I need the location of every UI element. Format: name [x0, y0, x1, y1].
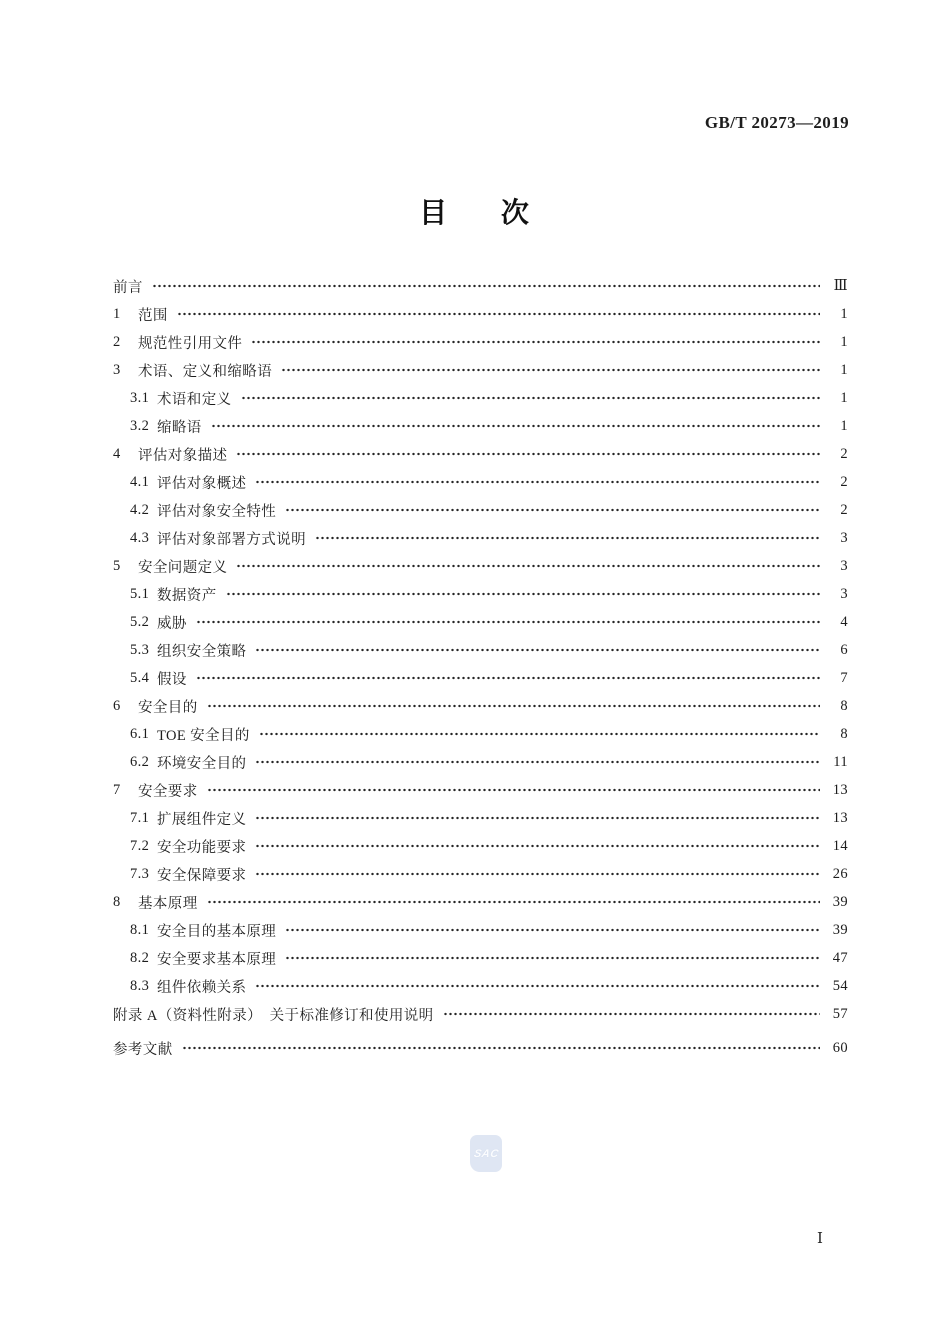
toc-entry-number: 3: [113, 361, 121, 378]
toc-entry: [113, 636, 848, 664]
toc-entry-label: TOE 安全目的: [157, 727, 250, 744]
toc-entry: [113, 440, 848, 468]
toc-entry: [113, 608, 848, 636]
toc-entry-number: 6.1: [130, 725, 150, 742]
toc-entry-page: 4: [840, 613, 848, 630]
toc-entry-label: 术语、定义和缩略语: [138, 363, 273, 380]
toc-entry-label: 安全问题定义: [138, 559, 228, 576]
toc-entry-label: 安全要求基本原理: [157, 951, 277, 968]
toc-entry-label: 评估对象安全特性: [157, 503, 277, 520]
toc-entry-label: 规范性引用文件: [138, 335, 243, 352]
dotted-leader: [443, 1011, 820, 1017]
dotted-leader: [236, 451, 820, 457]
toc-entry-page: 13: [832, 809, 848, 826]
toc-entry-number: 7: [113, 781, 121, 798]
toc-entry-page: 1: [840, 389, 848, 406]
toc-entry: [113, 748, 848, 776]
toc-entry-label: 环境安全目的: [157, 755, 247, 772]
dotted-leader: [255, 647, 820, 653]
dotted-leader: [196, 675, 820, 681]
toc-entry-number: 4: [113, 445, 121, 462]
toc-entry-number: 8.2: [130, 949, 150, 966]
dotted-leader: [152, 283, 820, 289]
toc-entry: [113, 356, 848, 384]
dotted-leader: [182, 1045, 820, 1051]
toc-entry-number: 5: [113, 557, 121, 574]
toc-entry: [113, 664, 848, 692]
toc-entry-page: 1: [840, 305, 848, 322]
toc-entry-number: 8.3: [130, 977, 150, 994]
toc-entry-label: 基本原理: [138, 895, 198, 912]
toc-entry: [113, 1000, 848, 1028]
dotted-leader: [315, 535, 820, 541]
dotted-leader: [177, 311, 820, 317]
toc-entry-page: 1: [840, 417, 848, 434]
toc-entry-number: 6.2: [130, 753, 150, 770]
dotted-leader: [226, 591, 820, 597]
toc-entry-label: 安全目的: [138, 699, 198, 716]
toc-entry-label: 参考文献: [113, 1041, 173, 1058]
toc-entry-page: 47: [832, 949, 848, 966]
dotted-leader: [211, 423, 820, 429]
sac-watermark-text: SAC: [472, 1147, 500, 1160]
dotted-leader: [285, 955, 820, 961]
toc-entry-page: 2: [840, 501, 848, 518]
toc-entry: [113, 804, 848, 832]
toc-entry-number: 4.2: [130, 501, 150, 518]
toc-entry: [113, 916, 848, 944]
toc-entry: [113, 384, 848, 412]
toc-entry-page: 39: [832, 921, 848, 938]
toc-entry-number: 4.1: [130, 473, 150, 490]
toc-entry-number: 3.2: [130, 417, 150, 434]
toc-entry-number: 8: [113, 893, 121, 910]
toc-entry-page: 2: [840, 445, 848, 462]
dotted-leader: [255, 479, 820, 485]
toc-entry-number: 3.1: [130, 389, 150, 406]
dotted-leader: [285, 507, 820, 513]
toc-entry: [113, 888, 848, 916]
standard-code: GB/T 20273—2019: [704, 113, 849, 132]
toc-entry-label: 安全要求: [138, 783, 198, 800]
toc-entry-label: 前言: [113, 279, 143, 296]
dotted-leader: [255, 871, 820, 877]
toc-entry-label: 数据资产: [157, 587, 217, 604]
dotted-leader: [255, 759, 820, 765]
toc-entry-page: 8: [840, 697, 848, 714]
dotted-leader: [207, 899, 820, 905]
toc-entry-label: 扩展组件定义: [157, 811, 247, 828]
toc-entry-page: 3: [840, 529, 848, 546]
toc-entry: [113, 580, 848, 608]
toc-entry-page: 60: [832, 1039, 848, 1056]
toc-entry-label: 组织安全策略: [157, 643, 247, 660]
page-number: Ⅰ: [817, 1231, 823, 1247]
toc-entry: [113, 692, 848, 720]
toc-entry-page: 1: [840, 361, 848, 378]
dotted-leader: [281, 367, 820, 373]
toc-entry-page: 7: [840, 669, 848, 686]
toc-entry: [113, 1034, 848, 1062]
toc-entry-page: 8: [840, 725, 848, 742]
toc-entry: [113, 300, 848, 328]
table-of-contents: [113, 272, 848, 1062]
toc-entry-number: 4.3: [130, 529, 150, 546]
toc-entry-number: 2: [113, 333, 121, 350]
dotted-leader: [207, 787, 820, 793]
toc-entry: [113, 944, 848, 972]
toc-entry-page: 14: [832, 837, 848, 854]
toc-entry: [113, 468, 848, 496]
toc-entry-page: 13: [832, 781, 848, 798]
dotted-leader: [259, 731, 820, 737]
toc-entry-number: 8.1: [130, 921, 150, 938]
toc-entry-label: 附录 A（资料性附录） 关于标准修订和使用说明: [113, 1007, 434, 1024]
toc-entry: [113, 972, 848, 1000]
toc-entry-label: 评估对象部署方式说明: [157, 531, 306, 548]
toc-entry: [113, 832, 848, 860]
toc-entry: [113, 524, 848, 552]
toc-entry: [113, 552, 848, 580]
toc-entry-number: 1: [113, 305, 121, 322]
dotted-leader: [196, 619, 820, 625]
toc-entry-label: 术语和定义: [157, 391, 232, 408]
toc-entry-number: 7.1: [130, 809, 150, 826]
toc-entry: [113, 776, 848, 804]
toc-entry-label: 安全功能要求: [157, 839, 247, 856]
dotted-leader: [236, 563, 820, 569]
toc-entry-label: 评估对象概述: [157, 475, 247, 492]
toc-entry-number: 5.2: [130, 613, 150, 630]
toc-entry: [113, 412, 848, 440]
dotted-leader: [285, 927, 820, 933]
toc-entry-page: 11: [833, 753, 848, 770]
dotted-leader: [255, 815, 820, 821]
toc-entry-number: 7.2: [130, 837, 150, 854]
toc-entry-number: 7.3: [130, 865, 150, 882]
toc-entry: [113, 860, 848, 888]
toc-entry: [113, 328, 848, 356]
toc-entry-page: 54: [832, 977, 848, 994]
toc-entry-page: 26: [832, 865, 848, 882]
toc-entry-label: 安全保障要求: [157, 867, 247, 884]
toc-entry-page: 39: [832, 893, 848, 910]
toc-entry-page: 6: [840, 641, 848, 658]
toc-entry-label: 组件依赖关系: [157, 979, 247, 996]
toc-entry-page: 3: [840, 585, 848, 602]
toc-entry-number: 5.1: [130, 585, 150, 602]
toc-entry-page: 57: [832, 1005, 848, 1022]
toc-entry-label: 范围: [138, 307, 168, 324]
toc-entry-label: 评估对象描述: [138, 447, 228, 464]
toc-entry: [113, 272, 848, 300]
toc-entry-label: 威胁: [157, 615, 187, 632]
toc-entry-label: 安全目的基本原理: [157, 923, 277, 940]
dotted-leader: [255, 983, 820, 989]
toc-entry: [113, 720, 848, 748]
toc-entry-number: 5.3: [130, 641, 150, 658]
toc-entry-page: Ⅲ: [833, 277, 848, 294]
dotted-leader: [207, 703, 820, 709]
toc-entry: [113, 496, 848, 524]
toc-entry-page: 1: [840, 333, 848, 350]
toc-entry-page: 3: [840, 557, 848, 574]
toc-entry-number: 6: [113, 697, 121, 714]
toc-entry-label: 缩略语: [157, 419, 202, 436]
sac-watermark-logo: [470, 1135, 502, 1172]
toc-entry-page: 2: [840, 473, 848, 490]
toc-entry-number: 5.4: [130, 669, 150, 686]
toc-entry-label: 假设: [157, 671, 187, 688]
dotted-leader: [255, 843, 820, 849]
dotted-leader: [241, 395, 821, 401]
page-title: 目 次: [419, 197, 531, 228]
dotted-leader: [251, 339, 820, 345]
